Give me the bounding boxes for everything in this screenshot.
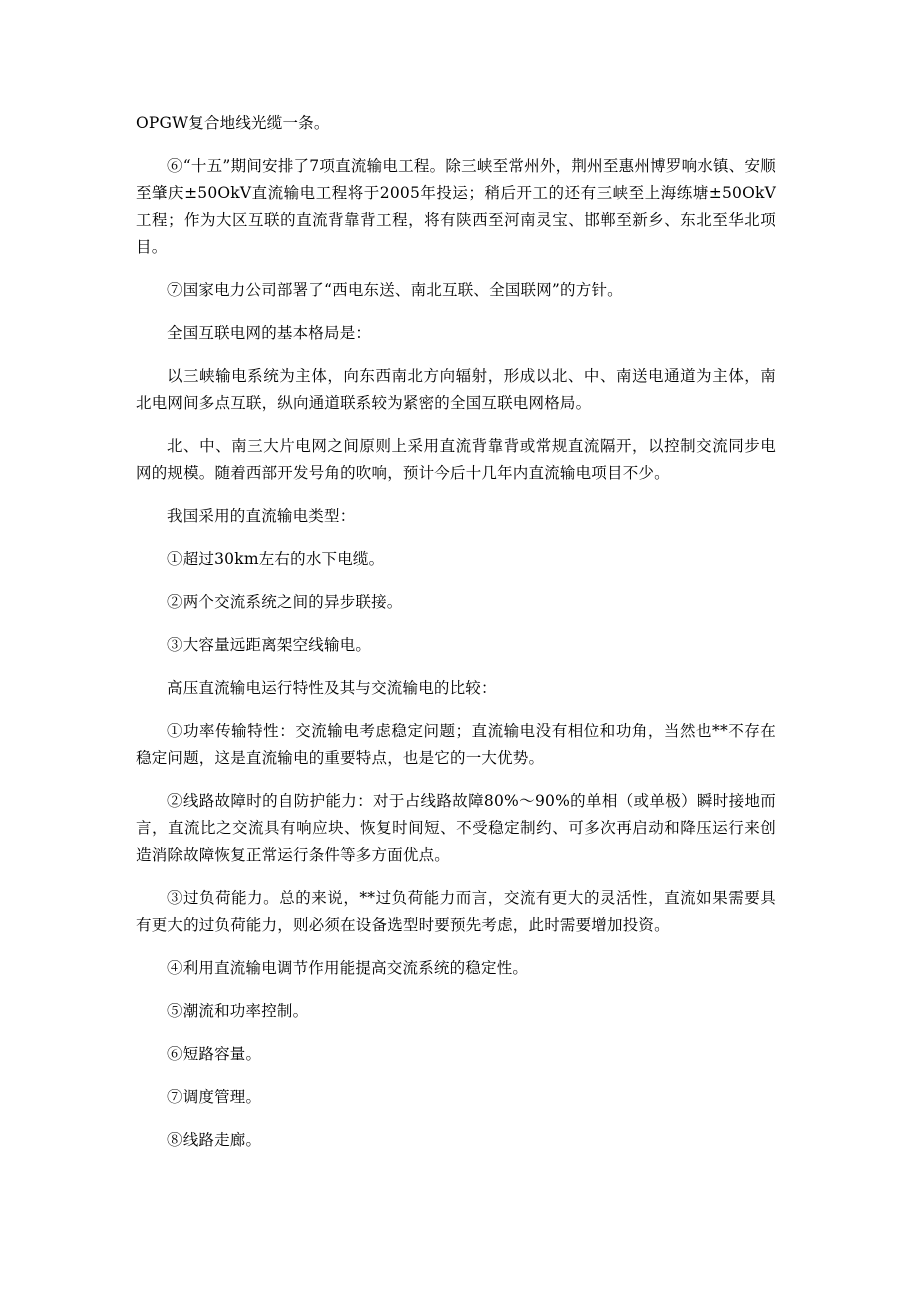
paragraph-grid-layout: 以三峡输电系统为主体，向东西南北方向辐射，形成以北、中、南送电通道为主体，南北电网间多点互联，纵向通道联系较为紧密的全国互联电网格局。 (136, 367, 776, 412)
paragraph-opgw-continuation: OPGW复合地线光缆一条。 (136, 114, 330, 132)
list-item-comparison-7: ⑦调度管理。 (167, 1088, 262, 1106)
list-item-dc-type-3: ③大容量远距离架空线输电。 (167, 636, 372, 654)
list-item-dc-type-2: ②两个交流系统之间的异步联接。 (167, 593, 403, 611)
paragraph-policy: ⑦国家电力公司部署了“西电东送、南北互联、全国联网”的方针。 (167, 281, 623, 299)
paragraph-comparison-heading: 高压直流输电运行特性及其与交流输电的比较： (167, 679, 497, 697)
document-body (136, 110, 776, 1170)
paragraph-dc-projects: ⑥“十五”期间安排了7项直流输电工程。除三峡至常州外，荆州至惠州博罗响水镇、安顺至肇庆±50OkV直流输电工程将于2005年投运；稍后开工的还有三峡至上海练塘±50OkV工程；作为大区互联的直流背靠背工程，将有陕西至河南灵宝、邯郸至新乡、东北至华北项目。 (136, 157, 776, 256)
list-item-comparison-3: ③过负荷能力。总的来说，**过负荷能力而言，交流有更大的灵活性，直流如果需要具有更大的过负荷能力，则必须在设备选型时要预先考虑，此时需要增加投资。 (136, 889, 776, 934)
list-item-dc-type-1: ①超过30km左右的水下电缆。 (167, 550, 385, 568)
list-item-comparison-5: ⑤潮流和功率控制。 (167, 1002, 309, 1020)
paragraph-grid-layout-heading: 全国互联电网的基本格局是： (167, 324, 372, 342)
paragraph-dc-types-heading: 我国采用的直流输电类型： (167, 507, 356, 525)
list-item-comparison-4: ④利用直流输电调节作用能提高交流系统的稳定性。 (167, 959, 529, 977)
list-item-comparison-8: ⑧线路走廊。 (167, 1131, 262, 1149)
list-item-comparison-6: ⑥短路容量。 (167, 1045, 262, 1063)
paragraph-grid-separation: 北、中、南三大片电网之间原则上采用直流背靠背或常规直流隔开，以控制交流同步电网的规模。随着西部开发号角的吹响，预计今后十几年内直流输电项目不少。 (136, 437, 776, 482)
list-item-comparison-1: ①功率传输特性：交流输电考虑稳定问题；直流输电没有相位和功角，当然也**不存在稳定问题，这是直流输电的重要特点，也是它的一大优势。 (136, 722, 776, 767)
list-item-comparison-2: ②线路故障时的自防护能力：对于占线路故障80%～90%的单相（或单极）瞬时接地而言，直流比之交流具有响应块、恢复时间短、不受稳定制约、可多次再启动和降压运行来创造消除故障恢复正常运行条件等多方面优点。 (136, 792, 776, 864)
